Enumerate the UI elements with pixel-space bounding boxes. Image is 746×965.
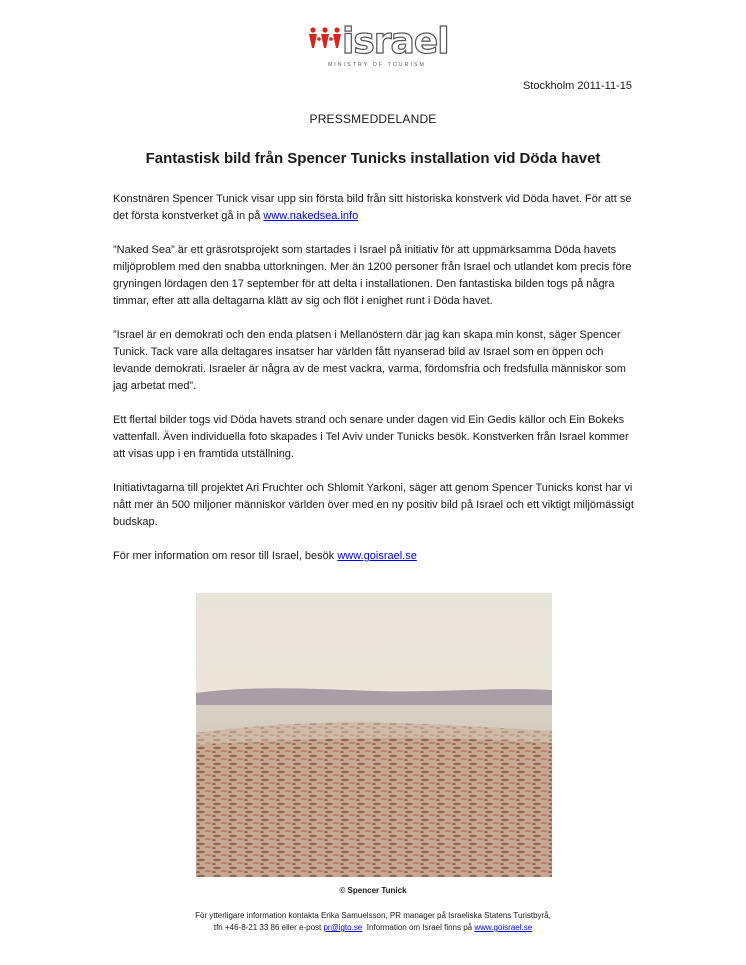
paragraph-6-text: För mer information om resor till Israel, besök — [113, 550, 338, 562]
dead-sea-photo — [196, 593, 552, 877]
paragraph-4: Ett flertal bilder togs vid Döda havets strand och senare under dagen vid Ein Gedis källor och Ein Bokeks vattenfall. Även individuella foto skapades i Tel Aviv under Tunicks besök. Konstverken från Israel kommer att visas upp i en framtida utställning. — [113, 414, 629, 460]
footer-info-text: Information om Israel finns på — [362, 923, 475, 932]
footer-line-2 — [0, 922, 746, 934]
footer — [0, 910, 746, 934]
nakedsea-link[interactable]: www.nakedsea.info — [263, 210, 359, 222]
email-link[interactable]: pr@igto.se — [323, 923, 363, 932]
logo-tagline: MINISTRY OF TOURISM — [327, 62, 427, 68]
figures-icon — [308, 26, 344, 66]
footer-line-1: För ytterligare information kontakta Erika Samuelsson, PR manager på Israeliska Statens Turistbyrå, — [195, 911, 551, 920]
footer-site-link[interactable]: www.goisrael.se — [474, 923, 533, 932]
paragraph-1-text: Konstnären Spencer Tunick visar upp sin första bild från sitt historiska konstverk vid Döda havet. För att se det första konstverket gå in på — [113, 193, 632, 222]
article-body — [113, 191, 635, 582]
photo-credit: © Spencer Tunick — [339, 886, 407, 895]
page-title: Fantastisk bild från Spencer Tunicks installation vid Döda havet — [145, 150, 601, 167]
paragraph-5: Initiativtagarna till projektet Ari Fruchter och Shlomit Yarkoni, säger att genom Spencer Tunicks konst har vi nått mer än 500 miljoner människor världen över med en ny positiv bild på Israel och ett viktigt miljömässigt budskap. — [113, 482, 634, 528]
paragraph-2: ”Naked Sea” är ett gräsrotsprojekt som startades i Israel på initiativ för att uppmärksamma Döda havets miljöproblem med den snabba uttorkningen. Mer än 1200 personer från Israel och utlandet kom precis före gryningen lördagen den 17 september för att delta i installationen. Den fantastiska bilden togs på några timmar, efter att alla deltagarna klätt av sig och flöt i enighet runt i Döda havet. — [113, 244, 632, 307]
logo-wordmark: israel — [342, 21, 449, 62]
date-line: Stockholm 2011-11-15 — [522, 80, 632, 92]
paragraph-1 — [113, 191, 635, 225]
israel-tourism-logo — [308, 21, 449, 72]
paragraph-3: ”Israel är en demokrati och den enda platsen i Mellanöstern där jag kan skapa min konst, säger Spencer Tunick. Tack vare alla deltagares insatser har världen fått nyanserad bild av Israel som en öppen och levande demokrati. Israeler är några av de mest vackra, varma, fördomsfria och fredsfulla människor som jag arbetat med”. — [113, 329, 626, 392]
goisrael-link[interactable]: www.goisrael.se — [337, 550, 417, 562]
document-type: PRESSMEDDELANDE — [309, 112, 437, 126]
paragraph-6 — [113, 548, 635, 565]
footer-phone-text: tfn +46-8-21 33 86 eller e-post — [213, 923, 324, 932]
